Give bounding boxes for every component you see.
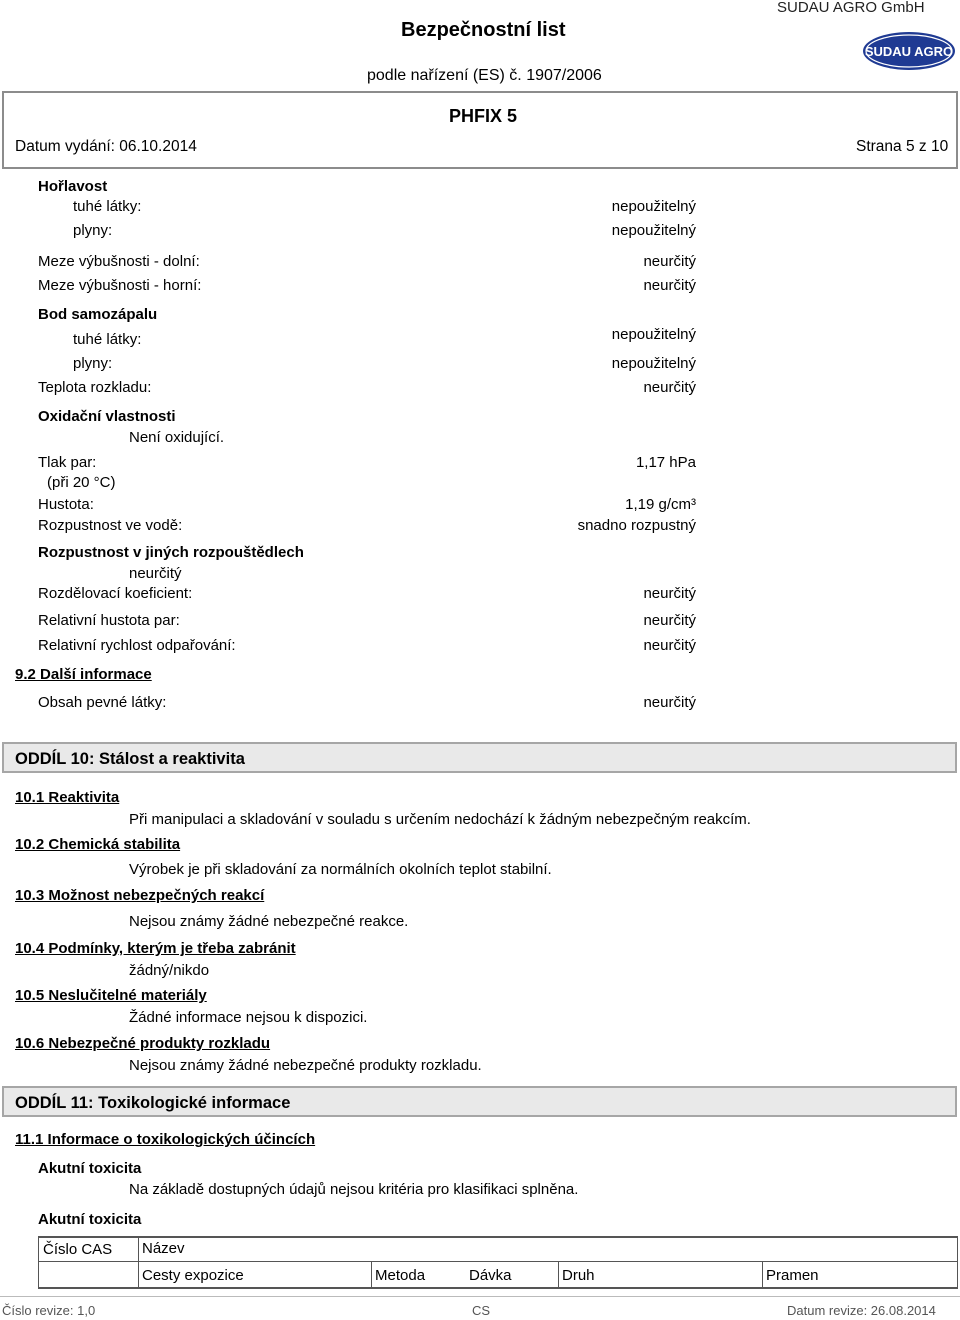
subsection-10-1: 10.1 Reaktivita xyxy=(15,789,120,806)
text-10-3: Nejsou známy žádné nebezpečné reakce. xyxy=(129,913,409,930)
section-11-header xyxy=(2,1086,957,1117)
subsection-10-6: 10.6 Nebezpečné produkty rozkladu xyxy=(15,1035,271,1052)
label-hustota: Hustota: xyxy=(38,496,94,513)
value-meze-dolni: neurčitý xyxy=(643,253,696,270)
header-right-rule xyxy=(956,91,958,169)
label-meze-horni: Meze výbušnosti - horní: xyxy=(38,277,202,294)
section-10-title: ODDÍL 10: Stálost a reaktivita xyxy=(15,750,245,768)
value-teplota-rozkladu: neurčitý xyxy=(643,379,696,396)
label-oxidacni: Oxidační vlastnosti xyxy=(38,408,176,425)
value-tlak-par: 1,17 hPa xyxy=(635,454,696,471)
subsection-9-2: 9.2 Další informace xyxy=(15,666,152,683)
text-10-1: Při manipulaci a skladování v souladu s určením nedochází k žádným nebezpečným reakcím. xyxy=(129,811,751,828)
section-10-header xyxy=(2,742,957,773)
value-hustota: 1,19 g/cm³ xyxy=(625,496,696,513)
table-header-nazev: Název xyxy=(142,1240,185,1257)
subsection-11-1: 11.1 Informace o toxikologických účincích xyxy=(15,1131,316,1148)
company-logo xyxy=(862,30,957,72)
text-akutni-toxicita-1: Na základě dostupných údajů nejsou kritéria pro klasifikaci splněna. xyxy=(129,1181,579,1198)
subsection-10-3: 10.3 Možnost nebezpečných reakcí xyxy=(15,887,265,904)
label-bod-samozapalu: Bod samozápalu xyxy=(38,306,158,323)
label-akutni-toxicita-1: Akutní toxicita xyxy=(38,1160,142,1177)
value-relativni-hustota: neurčitý xyxy=(643,612,696,629)
subsection-10-2: 10.2 Chemická stabilita xyxy=(15,836,181,853)
value-rozdelovaci: neurčitý xyxy=(643,585,696,602)
text-10-2: Výrobek je při skladování za normálních okolních teplot stabilní. xyxy=(129,861,552,878)
label-rozdelovaci: Rozdělovací koeficient: xyxy=(38,585,193,602)
issue-date: Datum vydání: 06.10.2014 xyxy=(15,138,197,155)
text-10-6: Nejsou známy žádné nebezpečné produkty rozkladu. xyxy=(129,1057,482,1074)
label-tlak-par: Tlak par: xyxy=(38,454,97,471)
value-rozpustnost-jine: neurčitý xyxy=(129,565,182,582)
label-relativni-hustota: Relativní hustota par: xyxy=(38,612,180,629)
value-plyny-2: nepoužitelný xyxy=(611,355,696,372)
label-horlavost: Hořlavost xyxy=(38,178,108,195)
label-obsah-pevne: Obsah pevné látky: xyxy=(38,694,167,711)
table-header-pramen: Pramen xyxy=(766,1267,819,1284)
label-tuhe-latky: tuhé látky: xyxy=(73,198,142,215)
label-akutni-toxicita-2: Akutní toxicita xyxy=(38,1211,142,1228)
value-rozpustnost: snadno rozpustný xyxy=(577,517,696,534)
table-header-metoda: Metoda xyxy=(375,1267,426,1284)
label-tlak-par-cond: (při 20 °C) xyxy=(47,474,116,491)
text-10-4: žádný/nikdo xyxy=(129,962,210,979)
label-plyny: plyny: xyxy=(73,222,113,239)
label-rozpustnost-jine: Rozpustnost v jiných rozpouštědlech xyxy=(38,544,304,561)
label-rozpustnost: Rozpustnost ve vodě: xyxy=(38,517,183,534)
footer-language: CS xyxy=(472,1303,491,1318)
value-obsah-pevne: neurčitý xyxy=(643,694,696,711)
value-meze-horni: neurčitý xyxy=(643,277,696,294)
label-plyny-2: plyny: xyxy=(73,355,113,372)
product-name: PHFIX 5 xyxy=(449,106,518,126)
subsection-10-5: 10.5 Neslučitelné materiály xyxy=(15,987,207,1004)
label-tuhe-latky-2: tuhé látky: xyxy=(73,331,142,348)
value-oxidacni: Není oxidující. xyxy=(129,429,225,446)
document-title: Bezpečnostní list xyxy=(401,19,566,41)
label-teplota-rozkladu: Teplota rozkladu: xyxy=(38,379,152,396)
table-header-druh: Druh xyxy=(562,1267,595,1284)
header-left-rule xyxy=(2,91,4,169)
label-relativni-rychlost: Relativní rychlost odpařování: xyxy=(38,637,236,654)
footer-revision-number: Číslo revize: 1,0 xyxy=(2,1303,96,1318)
regulation: podle nařízení (ES) č. 1907/2006 xyxy=(367,67,602,84)
value-tuhe-latky-2: nepoužitelný xyxy=(611,326,696,343)
table-header-davka: Dávka xyxy=(469,1267,512,1284)
footer-revision-date: Datum revize: 26.08.2014 xyxy=(787,1303,936,1318)
text-10-5: Žádné informace nejsou k dispozici. xyxy=(129,1009,368,1026)
logo-text: SUDAU AGRO xyxy=(864,44,954,59)
table-header-cesty: Cesty expozice xyxy=(142,1267,244,1284)
header-bottom-rule xyxy=(2,167,957,169)
footer-rule xyxy=(0,1296,960,1297)
section-11-title: ODDÍL 11: Toxikologické informace xyxy=(15,1094,291,1112)
value-relativni-rychlost: neurčitý xyxy=(643,637,696,654)
label-meze-dolni: Meze výbušnosti - dolní: xyxy=(38,253,200,270)
subsection-10-4: 10.4 Podmínky, kterým je třeba zabránit xyxy=(15,940,296,957)
table-header-cas: Číslo CAS xyxy=(43,1241,113,1258)
company-name: SUDAU AGRO GmbH xyxy=(777,0,925,16)
page-number: Strana 5 z 10 xyxy=(856,138,949,155)
value-tuhe-latky: nepoužitelný xyxy=(611,198,696,215)
value-plyny: nepoužitelný xyxy=(611,222,696,239)
header-top-rule xyxy=(2,91,957,93)
